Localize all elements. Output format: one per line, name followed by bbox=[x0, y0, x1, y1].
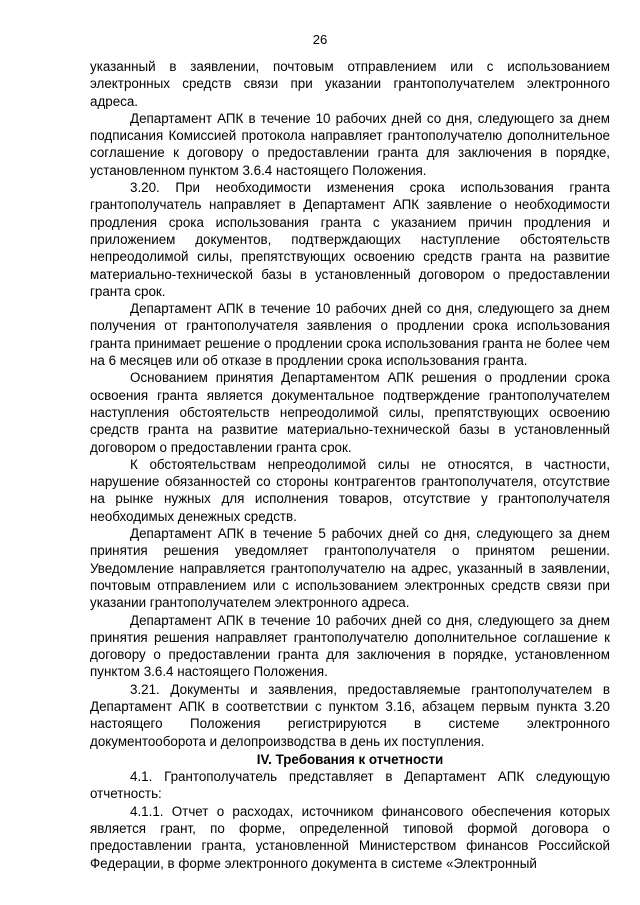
paragraph-3-21: 3.21. Документы и заявления, предоставляемые грантополучателем в Департамент АПК в соответствии с пунктом 3.16, абзацем первым пункта 3.20 настоящего Положения регистрируются в системе электронного документооборота и делопроизводства в день их поступления. bbox=[90, 681, 610, 749]
paragraph: Департамент АПК в течение 10 рабочих дней со дня, следующего за днем принятия решения направляет грантополучателю дополнительное соглашение к договору о предоставлении гранта для заключения в порядке, установленном пунктом 3.6.4 настоящего Положения. bbox=[90, 612, 610, 680]
paragraph-4-1: 4.1. Грантополучатель представляет в Департамент АПК следующую отчетность: bbox=[90, 769, 610, 802]
document-body bbox=[90, 58, 610, 872]
paragraph: Департамент АПК в течение 10 рабочих дней со дня, следующего за днем подписания Комиссией протокола направляет грантополучателю дополнительное соглашение к договору о предоставлении гранта для заключения в порядке, установленном пунктом 3.6.4 настоящего Положения. bbox=[90, 110, 610, 178]
paragraph-4-1-1: 4.1.1. Отчет о расходах, источником финансового обеспечения которых является грант, по форме, определенной типовой формой договора о предоставлении гранта, установленной Министерством финансов Российской Федерации, в форме электронного документа в системе «Электронный bbox=[90, 803, 610, 871]
section-heading: IV. Требования к отчетности bbox=[256, 751, 444, 767]
paragraph: Департамент АПК в течение 10 рабочих дней со дня, следующего за днем получения от грантополучателя заявления о продлении срока использования гранта принимает решение о продлении срока использования гранта не более чем на 6 месяцев или об отказе в продлении срока использования гранта. bbox=[90, 301, 610, 369]
paragraph: Основанием принятия Департаментом АПК решения о продлении срока освоения гранта является документальное подтверждение грантополучателем наступления обстоятельств непреодолимой силы, препятствующих освоению средств гранта на развитие материально-технической базы в установленный договором о предоставлении гранта срок. bbox=[90, 370, 610, 455]
paragraph: Департамент АПК в течение 5 рабочих дней со дня, следующего за днем принятия решения уведомляет грантополучателя о принятом решении. Уведомление направляется грантополучателю на адрес, указанный в заявлении, почтовым отправлением или с использованием электронных средств связи при указании грантополучателем электронного адреса. bbox=[90, 526, 610, 611]
paragraph: К обстоятельствам непреодолимой силы не относятся, в частности, нарушение обязанностей со стороны контрагентов грантополучателя, отсутствие на рынке нужных для исполнения товаров, отсутствие у грантополучателя необходимых денежных средств. bbox=[90, 456, 610, 524]
paragraph-3-20: 3.20. При необходимости изменения срока использования гранта грантополучатель направляет в Департамент АПК заявление о необходимости продления срока использования гранта с указанием причин продления и приложением документов, подтверждающих наступление обстоятельств непреодолимой силы, препятствующих освоению средств гранта на развитие материально-технической базы в установленный договором о предоставлении гранта срок. bbox=[90, 180, 610, 299]
page-number: 26 bbox=[312, 32, 328, 47]
paragraph-continuation: указанный в заявлении, почтовым отправлением или с использованием электронных средств связи при указании грантополучателем электронного адреса. bbox=[90, 59, 610, 109]
